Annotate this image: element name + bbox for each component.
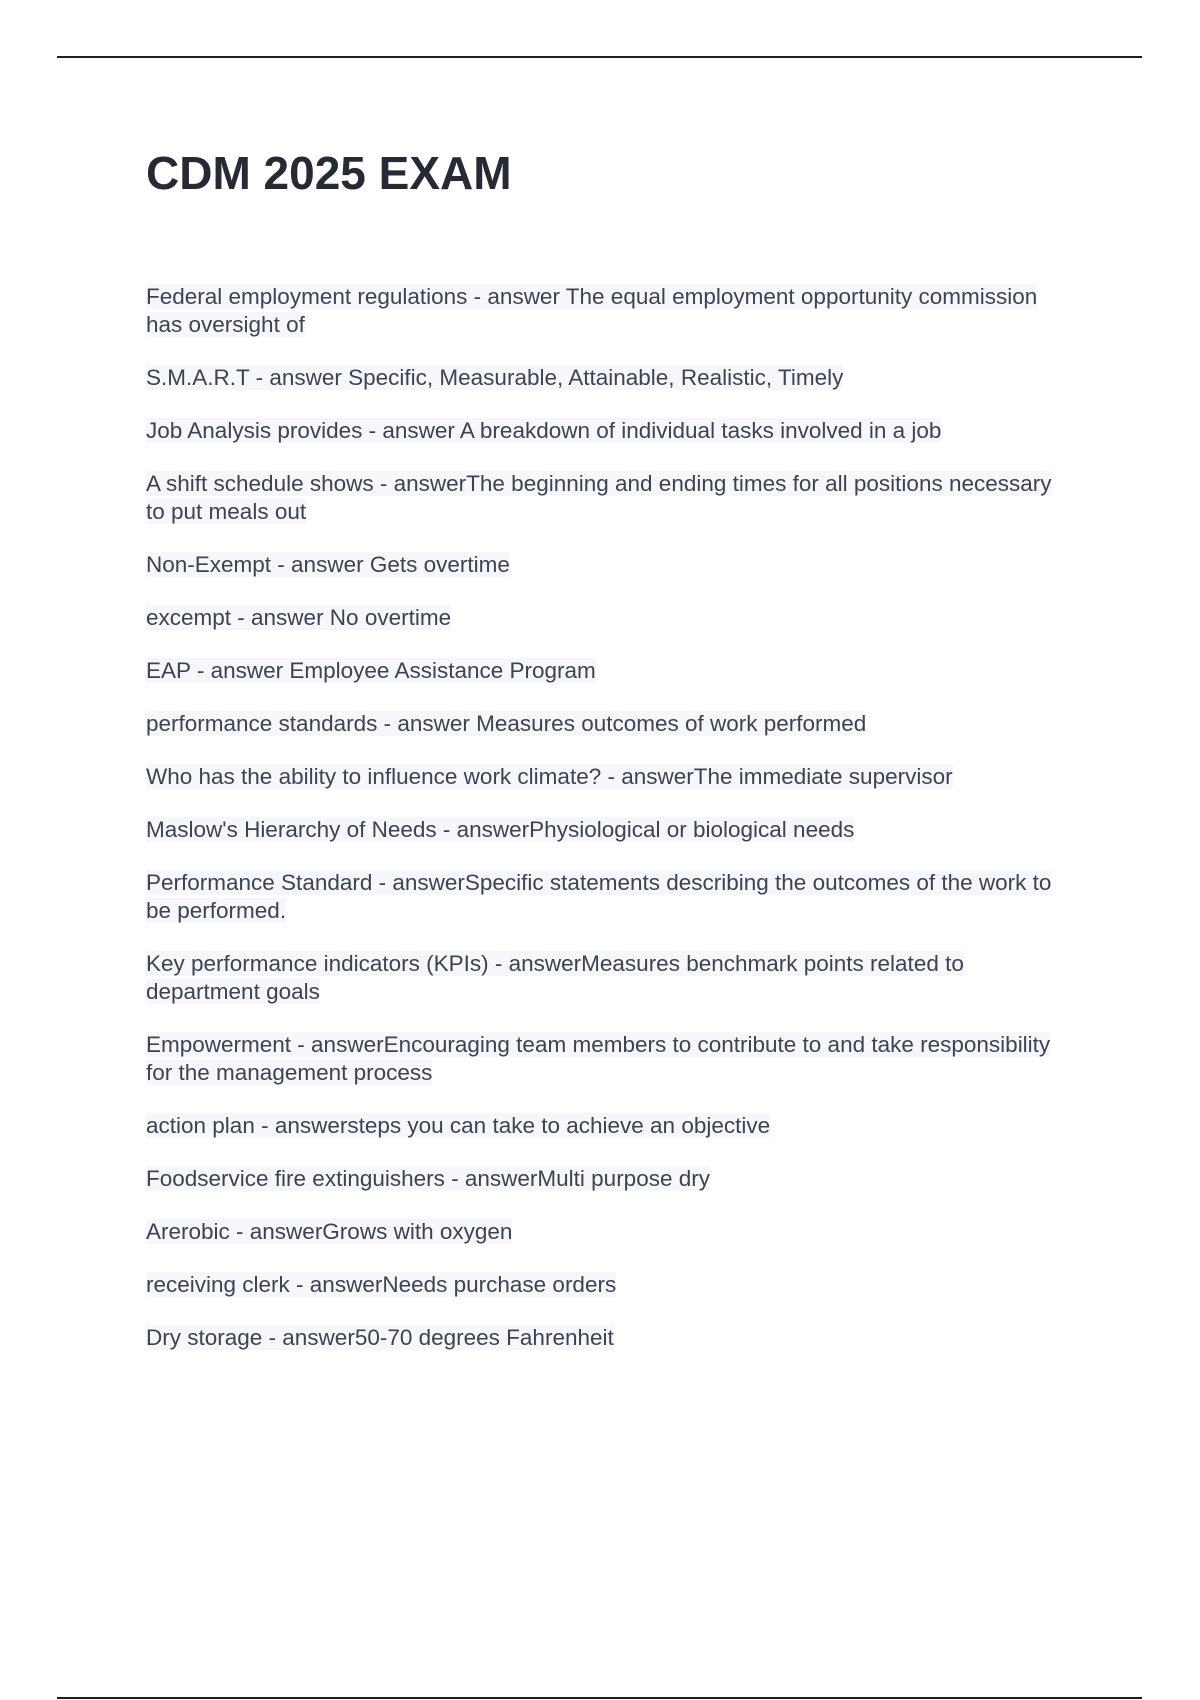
- qa-text: Maslow's Hierarchy of Needs - answerPhysiological or biological needs: [146, 817, 855, 842]
- qa-text: Dry storage - answer50-70 degrees Fahrenheit: [146, 1325, 614, 1350]
- document-page: [146, 145, 1066, 1377]
- qa-item: [146, 1324, 1066, 1352]
- bottom-rule: [57, 1697, 1142, 1699]
- qa-text: A shift schedule shows - answerThe beginning and ending times for all positions necessary to put meals out: [146, 471, 1052, 524]
- qa-text: Who has the ability to influence work climate? - answerThe immediate supervisor: [146, 764, 953, 789]
- qa-item: [146, 657, 1066, 685]
- qa-item: [146, 1112, 1066, 1140]
- qa-item: [146, 950, 1066, 1006]
- qa-text: Performance Standard - answerSpecific statements describing the outcomes of the work to be performed.: [146, 870, 1052, 923]
- qa-text: excempt - answer No overtime: [146, 605, 452, 630]
- qa-item: [146, 604, 1066, 632]
- qa-item: [146, 551, 1066, 579]
- qa-list: [146, 283, 1066, 1352]
- qa-item: [146, 417, 1066, 445]
- qa-text: EAP - answer Employee Assistance Program: [146, 658, 596, 683]
- qa-text: Key performance indicators (KPIs) - answerMeasures benchmark points related to department goals: [146, 951, 964, 1004]
- qa-item: [146, 470, 1066, 526]
- qa-item: [146, 1031, 1066, 1087]
- qa-text: Job Analysis provides - answer A breakdown of individual tasks involved in a job: [146, 418, 942, 443]
- qa-item: [146, 1271, 1066, 1299]
- qa-text: S.M.A.R.T - answer Specific, Measurable, Attainable, Realistic, Timely: [146, 365, 844, 390]
- top-rule: [57, 56, 1142, 58]
- qa-item: [146, 364, 1066, 392]
- qa-item: [146, 816, 1066, 844]
- qa-text: Non-Exempt - answer Gets overtime: [146, 552, 510, 577]
- qa-text: Empowerment - answerEncouraging team members to contribute to and take responsibility for the management process: [146, 1032, 1051, 1085]
- qa-text: Foodservice fire extinguishers - answerMulti purpose dry: [146, 1166, 710, 1191]
- qa-item: [146, 283, 1066, 339]
- qa-item: [146, 869, 1066, 925]
- document-title: CDM 2025 EXAM: [146, 147, 512, 199]
- qa-item: [146, 1165, 1066, 1193]
- qa-text: performance standards - answer Measures outcomes of work performed: [146, 711, 867, 736]
- qa-text: action plan - answersteps you can take to achieve an objective: [146, 1113, 771, 1138]
- qa-item: [146, 710, 1066, 738]
- qa-item: [146, 1218, 1066, 1246]
- qa-text: Arerobic - answerGrows with oxygen: [146, 1219, 513, 1244]
- qa-text: Federal employment regulations - answer The equal employment opportunity commission has oversight of: [146, 284, 1038, 337]
- qa-text: receiving clerk - answerNeeds purchase orders: [146, 1272, 617, 1297]
- qa-item: [146, 763, 1066, 791]
